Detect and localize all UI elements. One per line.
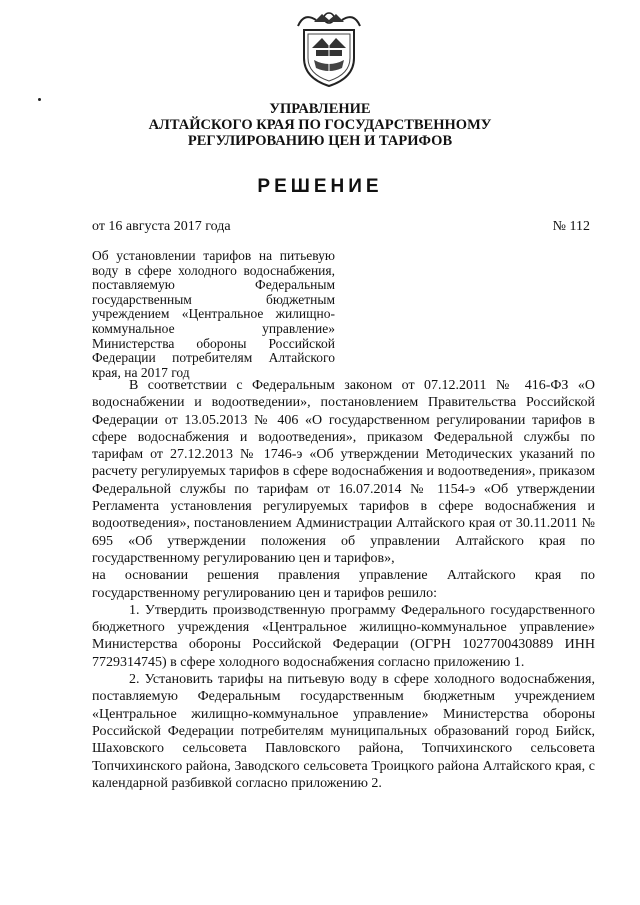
org-name-line-1: УПРАВЛЕНИЕ (269, 101, 371, 117)
document-title: РЕШЕНИЕ (257, 176, 383, 197)
document-body (92, 377, 595, 792)
document-number: № 112 (552, 219, 590, 234)
document-subject: Об установлении тарифов на питьевую воду в сфере холодного водоснабжения, поставляемую Федеральным государственным бюджетным учреждением «Центральное жилищно-коммунальное управление» Министерства обороны Российской Федерации потребителям Алтайского края, на 2017 год (92, 248, 335, 380)
org-name-line-3: РЕГУЛИРОВАНИЮ ЦЕН И ТАРИФОВ (187, 133, 453, 149)
document-date: от 16 августа 2017 года (92, 219, 231, 234)
item-1-paragraph: 1. Утвердить производственную программу Федерального государственного бюджетного учреждения «Центральное жилищно-коммунальное управление» Министерства обороны Российской Федерации (ОГРН 1027700430889 ИНН 7729314745) в сфере холодного водоснабжения согласно приложению 1. (92, 602, 595, 670)
org-name-line-2: АЛТАЙСКОГО КРАЯ ПО ГОСУДАРСТВЕННОМУ (148, 117, 492, 133)
coat-of-arms-icon (296, 8, 362, 88)
item-2-paragraph: 2. Установить тарифы на питьевую воду в сфере холодного водоснабжения, поставляемую Федеральным государственным бюджетным учреждением «Центральное жилищно-коммунальное управление» Министерства обороны Российской Федерации потребителям муниципальных образований город Бийск, Шаховского сельсовета Павловского района, Топчихинского сельсовета Топчихинского района, Заводского сельсовета Троицкого района Алтайского края, с календарной разбивкой согласно приложению 2. (92, 672, 595, 791)
coat-of-arms-emblem (296, 8, 362, 88)
basis-paragraph: на основании решения правления управление Алтайского края по государственному регулированию цен и тарифов решило: (92, 568, 595, 601)
preamble-paragraph: В соответствии с Федеральным законом от 07.12.2011 № 416-ФЗ «О водоснабжении и водоотведении», постановлением Правительства Российской Федерации от 13.05.2013 № 406 «О государственном регулировании тарифов в сфере водоснабжения и водоотведения», приказом Федеральной службы по тарифам от 27.12.2013 № 1746-э «Об утверждении Методических указаний по расчету регулируемых тарифов в сфере водоснабжения и водоотведения», приказом Федеральной службы по тарифам от 16.07.2014 № 1154-э «Об утверждении Регламента установления регулируемых тарифов в сфере водоснабжения и водоотведения», постановлением Администрации Алтайского края от 30.11.2011 № 695 «Об утверждении положения об управлении Алтайского края по государственному регулированию цен и тарифов», (92, 378, 595, 566)
